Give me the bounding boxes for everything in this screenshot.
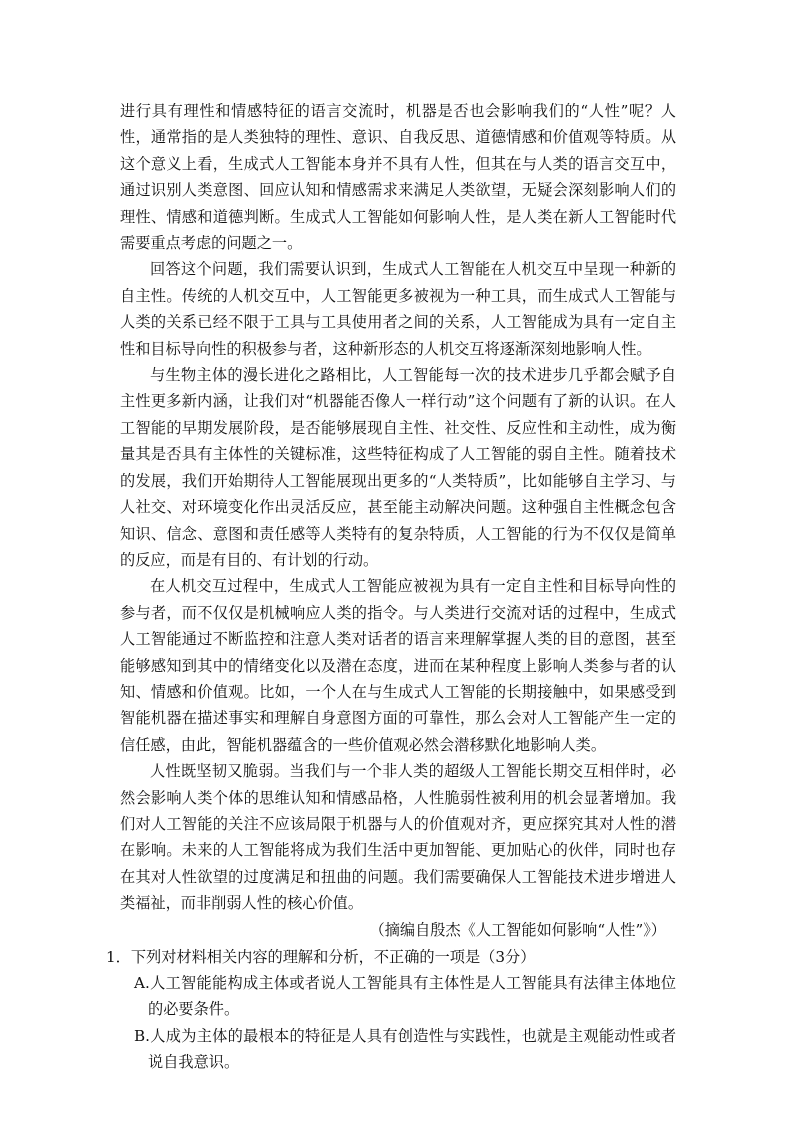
question-1-stem: 1．下列对材料相关内容的理解和分析，不正确的一项是（3分） bbox=[106, 947, 536, 966]
option-a[interactable] bbox=[106, 970, 676, 1023]
option-a-text: 人工智能能构成主体或者说人工智能具有主体性是人工智能具有法律主体地位的必要条件。 bbox=[148, 974, 676, 1019]
passage-paragraph-5: 人性既坚韧又脆弱。当我们与一个非人类的超级人工智能长期交互相伴时，必然会影响人类个体的思维认知和情感品格，人性脆弱性被利用的机会显著增加。我们对人工智能的关注不应该局限于机器与人的价值观对齐，更应探究其对人性的潜在影响。未来的人工智能将成为我们生活中更加智能、更加贴心的伙伴，同时也存在其对人性欲望的过度满足和扭曲的问题。我们需要确保人工智能技术进步增进人类福祉，而非削弱人性的核心价值。 bbox=[120, 762, 676, 913]
question-1 bbox=[106, 944, 676, 1076]
passage-source-citation: （摘编自殷杰《人工智能如何影响“人性”》） bbox=[369, 920, 666, 939]
option-b-text: 人成为主体的最根本的特征是人具有创造性与实践性，也就是主观能动性或者说自我意识。 bbox=[148, 1026, 676, 1072]
passage-paragraph-2: 回答这个问题，我们需要认识到，生成式人工智能在人机交互中呈现一种新的自主性。传统的人机交互中，人工智能更多被视为一种工具，而生成式人工智能与人类的关系已经不限于工具与工具使用者之间的关系，人工智能成为具有一定自主性和目标导向性的积极参与者，这种新形态的人机交互将逐渐深刻地影响人性。 bbox=[120, 260, 676, 358]
option-b[interactable] bbox=[106, 1023, 676, 1076]
passage-paragraph-4: 在人机交互过程中，生成式人工智能应被视为具有一定自主性和目标导向性的参与者，而不仅仅是机械响应人类的指令。与人类进行交流对话的过程中，生成式人工智能通过不断监控和注意人类对话者的语言来理解掌握人类的目的意图，甚至能够感知到其中的情绪变化以及潜在态度，进而在某种程度上影响人类参与者的认知、情感和价值观。比如，一个人在与生成式人工智能的长期接触中，如果感受到智能机器在描述事实和理解自身意图方面的可靠性，那么会对人工智能产生一定的信任感，由此，智能机器蕴含的一些价值观必然会潜移默化地影响人类。 bbox=[120, 577, 676, 754]
passage-paragraph-3: 与生物主体的漫长进化之路相比，人工智能每一次的技术进步几乎都会赋予自主性更多新内涵，让我们对“机器能否像人一样行动”这个问题有了新的认识。在人工智能的早期发展阶段，是否能够展现自主性、社交性、反应性和主动性，成为衡量其是否具有主体性的关键标准，这些特征构成了人工智能的弱自主性。随着技术的发展，我们开始期待人工智能展现出更多的“人类特质”，比如能够自主学习、与人社交、对环境变化作出灵活反应，甚至能主动解决问题。这种强自主性概念包含知识、信念、意图和责任感等人类特有的复杂特质，人工智能的行为不仅仅是简单的反应，而是有目的、有计划的行动。 bbox=[120, 366, 676, 569]
reading-passage bbox=[106, 98, 676, 1076]
option-b-label: B. bbox=[134, 1026, 150, 1045]
passage-paragraph-1: 进行具有理性和情感特征的语言交流时，机器是否也会影响我们的“人性”呢？人性，通常指的是人类独特的理性、意识、自我反思、道德情感和价值观等特质。从这个意义上看，生成式人工智能本身并不具有人性，但其在与人类的语言交互中，通过识别人类意图、回应认知和情感需求来满足人类欲望，无疑会深刻影响人们的理性、情感和道德判断。生成式人工智能如何影响人性，是人类在新人工智能时代需要重点考虑的问题之一。 bbox=[120, 102, 676, 253]
option-a-label: A. bbox=[134, 974, 150, 992]
